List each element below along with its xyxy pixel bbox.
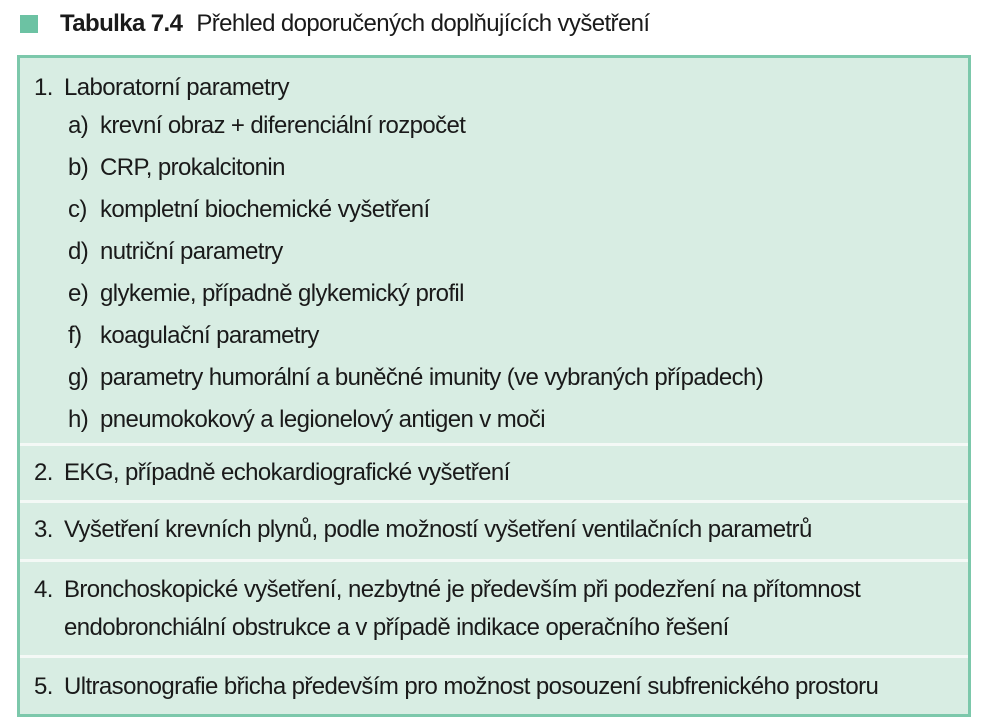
row-number: 1. [34, 74, 53, 101]
row-text: Vyšetření krevních plynů, podle možností vyšetření ventilačních parametrů [64, 516, 812, 543]
row-number: 4. [34, 576, 53, 603]
subitem-text: glykemie, případně glykemický profil [100, 280, 464, 307]
table-row-5 [20, 658, 968, 714]
subitem-letter: b) [68, 154, 89, 181]
table-row-1 [20, 58, 968, 443]
subitem-letter: c) [68, 196, 87, 223]
subitem-text: krevní obraz + diferenciální rozpočet [100, 112, 466, 139]
subitem-letter: d) [68, 238, 89, 265]
row-text: Ultrasonografie břicha především pro možnost posouzení subfrenického prostoru [64, 673, 879, 700]
table-row-2 [20, 446, 968, 500]
subitem-text: koagulační parametry [100, 322, 319, 349]
table-caption [20, 6, 650, 42]
subitem-letter: h) [68, 406, 89, 433]
subitem-letter: a) [68, 112, 89, 139]
row-number: 2. [34, 459, 53, 486]
table-row-3 [20, 503, 968, 559]
subitem-text: parametry humorální a buněčné imunity (ve vybraných případech) [100, 364, 764, 391]
row-text: Laboratorní parametry [64, 74, 289, 101]
subitem-text: pneumokokový a legionelový antigen v moči [100, 406, 546, 433]
table-title: Přehled doporučených doplňujících vyšetření [196, 10, 650, 37]
row-number: 3. [34, 516, 53, 543]
subitem-letter: g) [68, 364, 89, 391]
row-text: EKG, případně echokardiografické vyšetření [64, 459, 510, 486]
row-text-continuation: endobronchiální obstrukce a v případě indikace operačního řešení [64, 614, 729, 641]
table-row-4 [20, 562, 968, 655]
subitem-letter: e) [68, 280, 89, 307]
subitem-text: CRP, prokalcitonin [100, 154, 285, 181]
recommendations-table [17, 55, 971, 717]
subitem-text: kompletní biochemické vyšetření [100, 196, 430, 223]
subitem-text: nutriční parametry [100, 238, 283, 265]
table-label: Tabulka 7.4 [60, 10, 183, 37]
caption-marker-square [20, 15, 38, 33]
row-text: Bronchoskopické vyšetření, nezbytné je především při podezření na přítomnost [64, 576, 861, 603]
row-number: 5. [34, 673, 53, 700]
subitem-letter: f) [68, 322, 82, 349]
